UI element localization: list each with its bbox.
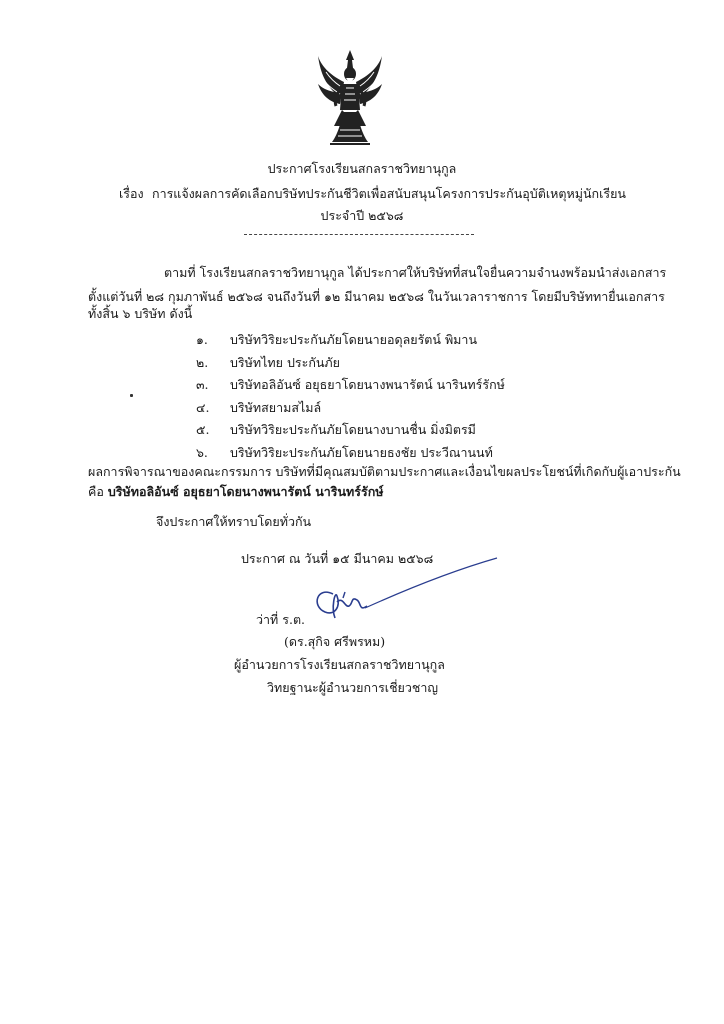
list-number: ๓. — [196, 377, 209, 393]
intro-paragraph-line-3: ทั้งสิ้น ๖ บริษัท ดังนี้ — [88, 306, 193, 321]
company-list-item — [196, 419, 505, 442]
result-paragraph-line-2 — [88, 484, 384, 500]
result-paragraph-line-1: ผลการพิจารณาของคณะกรรมการ บริษัทที่มีคุณสมบัติตามประกาศและเงื่อนไขผลประโยชน์ที่เกิดกับผู้เอาประกัน — [88, 464, 681, 479]
subject-label: เรื่อง — [119, 186, 144, 201]
announce-line: จึงประกาศให้ทราบโดยทั่วกัน — [156, 514, 312, 529]
company-name: บริษัทวิริยะประกันภัยโดยนายธงชัย ประวีณานนท์ — [230, 444, 493, 460]
subject-text: การแจ้งผลการคัดเลือกบริษัทประกันชีวิตเพื่อสนับสนุนโครงการประกันอุบัติเหตุหมู่นักเรียน — [152, 186, 626, 201]
handwritten-signature — [305, 556, 505, 626]
list-number: ๑. — [196, 332, 208, 347]
garuda-emblem-icon — [316, 48, 384, 148]
company-name: บริษัทวิริยะประกันภัยโดยนางบานชื่น มิ่งมิตรมี — [230, 422, 476, 438]
list-number: ๖. — [196, 444, 208, 460]
company-list-item — [196, 374, 505, 397]
subject-year: ประจำปี ๒๕๖๘ — [320, 208, 404, 223]
company-list-item — [196, 442, 505, 465]
title-divider — [244, 234, 474, 235]
intro-paragraph-line-2: ตั้งแต่วันที่ ๒๘ กุมภาพันธ์ ๒๕๖๘ จนถึงวันที่ ๑๒ มีนาคม ๒๕๖๘ ในวันเวลาราชการ โดยมีบริษัททายื่นเอกสาร — [88, 289, 665, 304]
company-list-item — [196, 397, 505, 420]
company-name: บริษัทอลิอันซ์ อยุธยาโดยนางพนารัตน์ นารินทร์รักษ์ — [230, 377, 505, 393]
scan-speck — [130, 394, 133, 397]
list-number: ๔. — [196, 399, 210, 415]
company-list — [196, 329, 505, 465]
company-name: บริษัทวิริยะประกันภัยโดยนายอดุลยรัตน์ พิมาน — [230, 332, 477, 347]
list-number: ๕. — [196, 422, 210, 438]
signer-position: ผู้อำนวยการโรงเรียนสกลราชวิทยานุกูล — [234, 657, 445, 672]
company-name: บริษัทสยามสไมล์ — [230, 399, 322, 415]
announcement-date: ประกาศ ณ วันที่ ๑๕ มีนาคม ๒๕๖๘ — [241, 551, 434, 566]
list-number: ๒. — [196, 354, 209, 370]
company-list-item — [196, 352, 505, 375]
intro-paragraph-line-1: ตามที่ โรงเรียนสกลราชวิทยานุกูล ได้ประกาศให้บริษัทที่สนใจยื่นความจำนงพร้อมนำส่งเอกสาร — [164, 265, 667, 280]
company-list-item — [196, 329, 505, 352]
announcement-title: ประกาศโรงเรียนสกลราชวิทยานุกูล — [267, 161, 457, 176]
company-name: บริษัทไทย ประกันภัย — [230, 354, 340, 370]
signer-academic-rank: วิทยฐานะผู้อำนวยการเชี่ยวชาญ — [267, 680, 439, 695]
selected-company: บริษัทอลิอันซ์ อยุธยาโดยนางพนารัตน์ นารินทร์รักษ์ — [107, 484, 384, 499]
signer-name: (ดร.สุกิจ ศรีพรหม) — [284, 634, 386, 649]
result-prefix: คือ — [88, 484, 104, 499]
rank-prefix: ว่าที่ ร.ต. — [256, 612, 306, 627]
